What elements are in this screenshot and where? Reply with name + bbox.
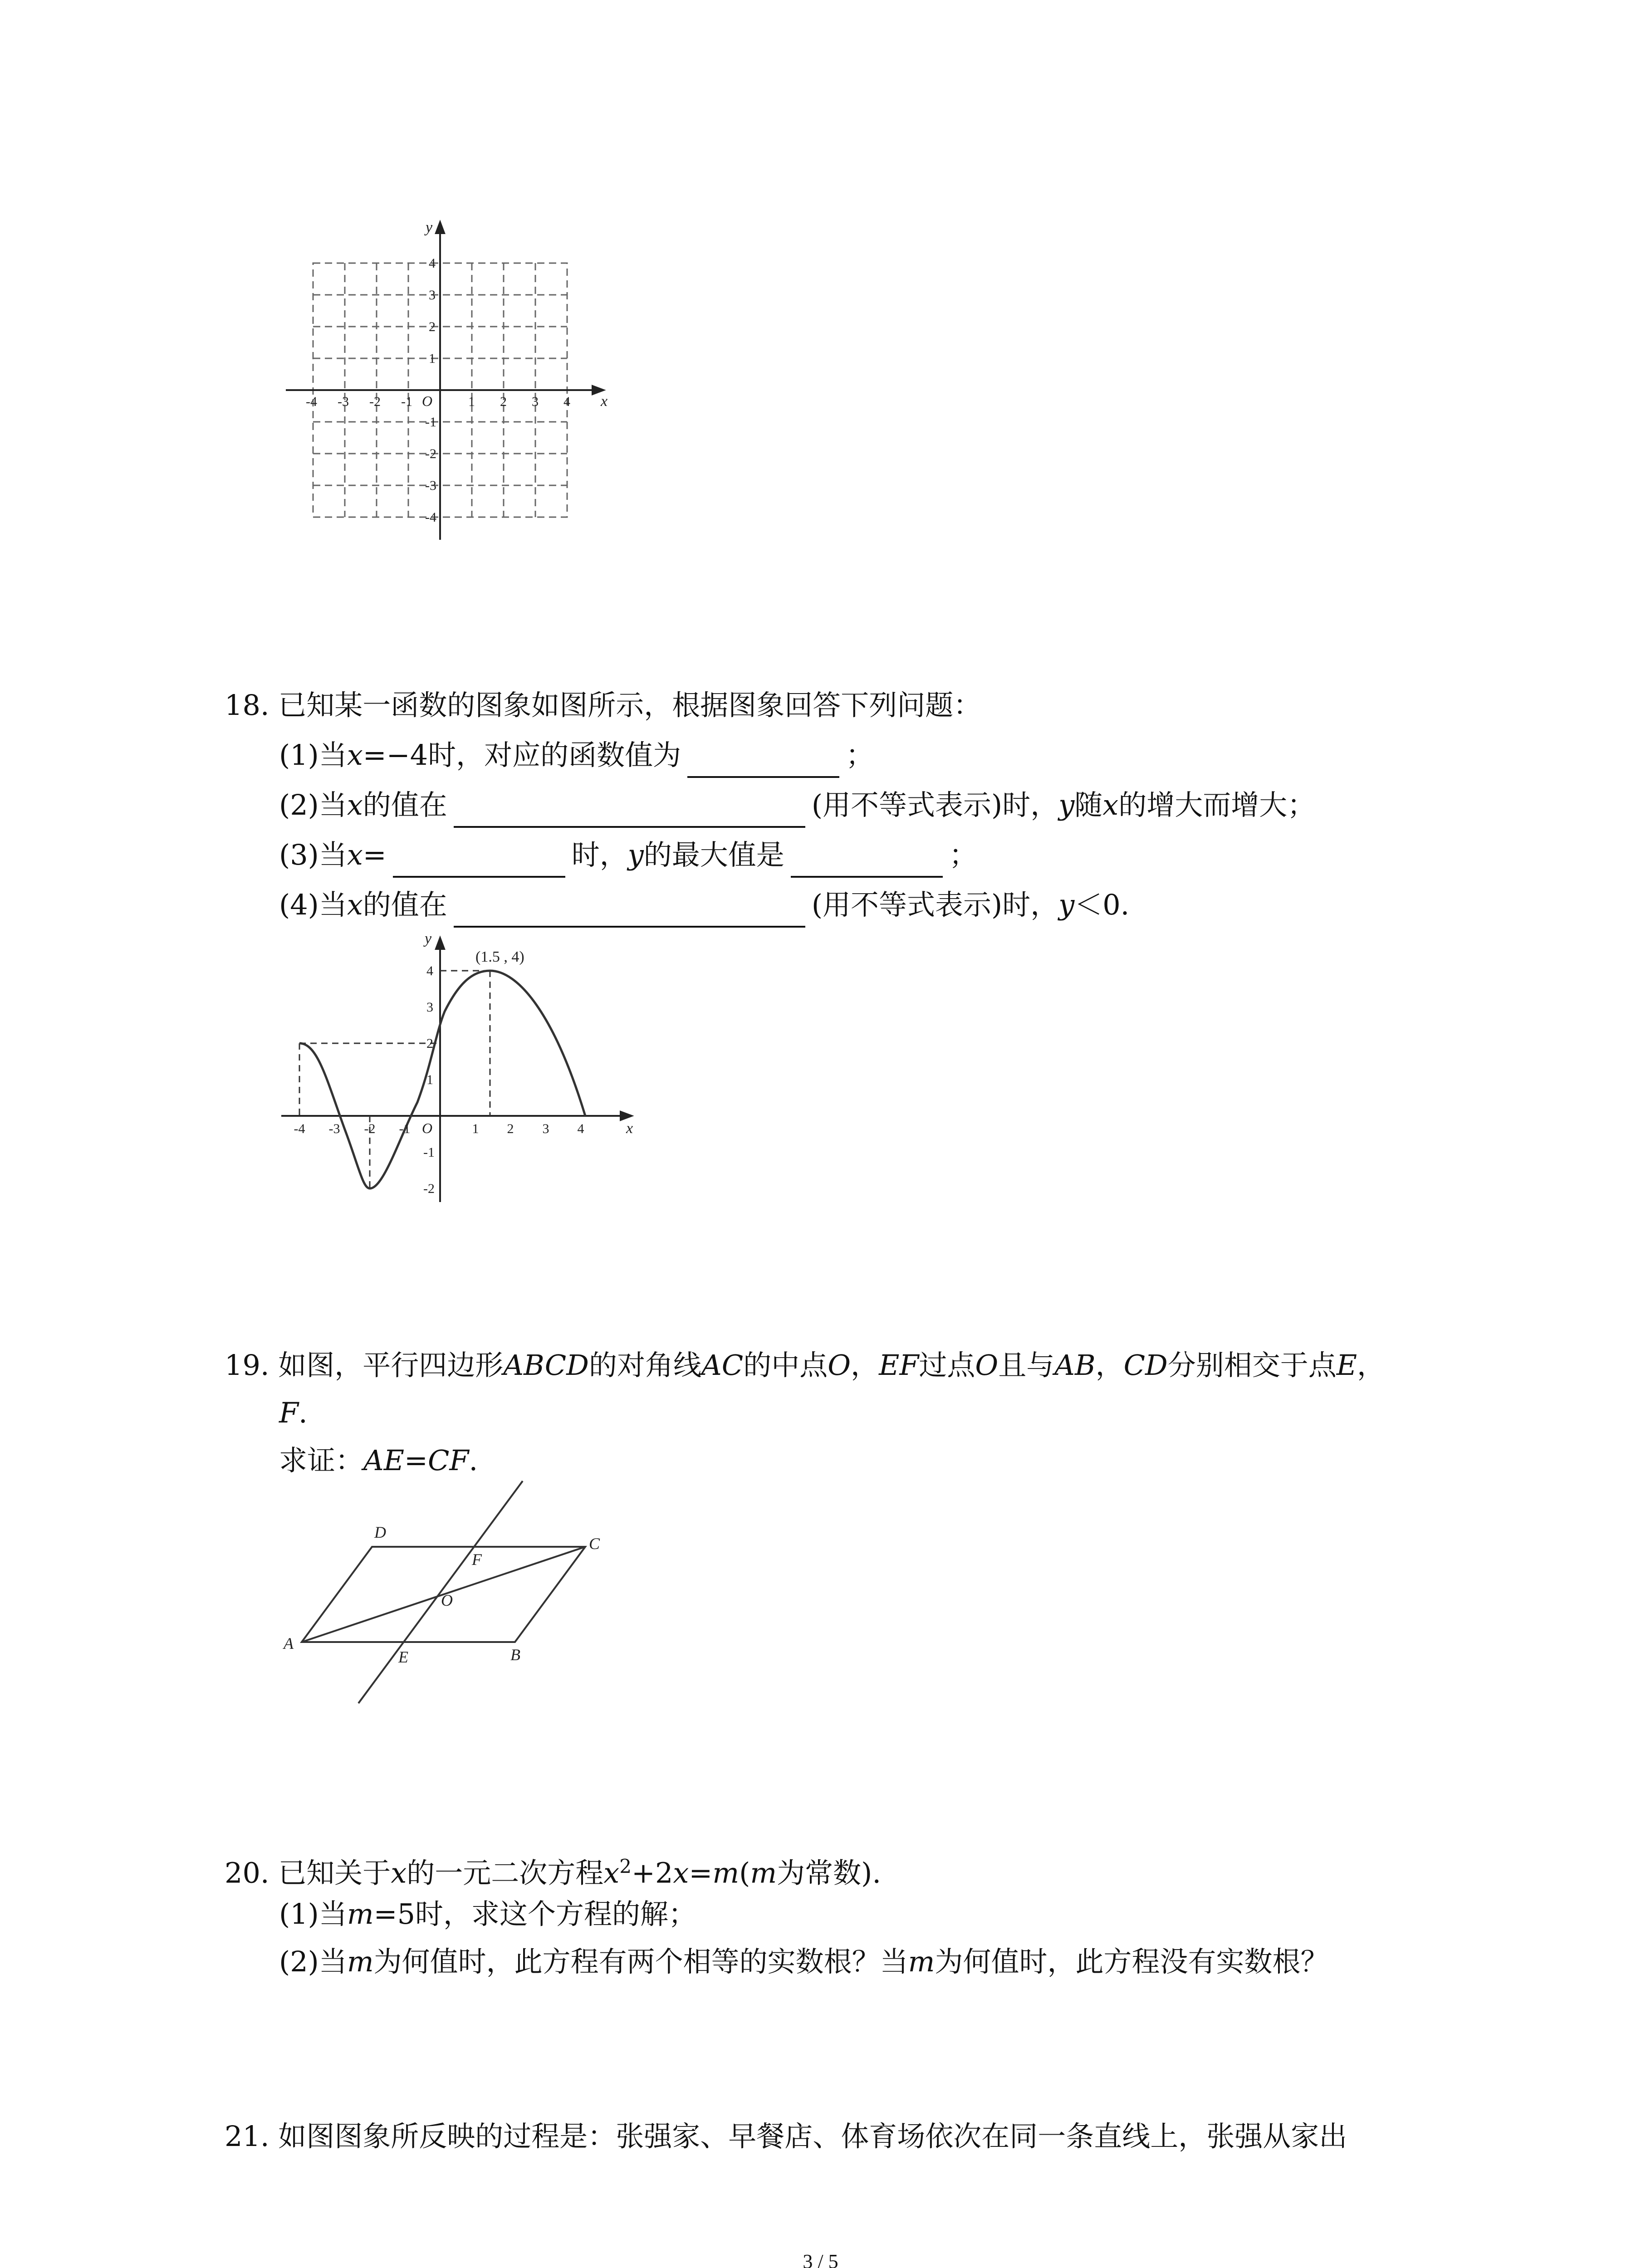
q20-part1: (1)当m=5时，求这个方程的解；: [279, 1897, 697, 1931]
x-tick: 2: [500, 394, 507, 409]
q21-stem: 21. 如图图象所反映的过程是：张强家、早餐店、体育场依次在同一条直线上，张强从家出: [225, 2120, 1347, 2153]
q19-line2: F.: [279, 1396, 308, 1429]
y-tick: -2: [425, 446, 436, 461]
y-axis-label: y: [425, 930, 432, 947]
y-tick: -4: [425, 510, 436, 525]
y-axis-label: y: [426, 219, 433, 236]
x-tick: 2: [507, 1121, 514, 1136]
x-tick: -1: [399, 1121, 411, 1136]
answer-blank-1[interactable]: [687, 744, 839, 778]
y-tick: -2: [423, 1181, 435, 1196]
q18-part3: (3)当x= 时，y的最大值是 ；: [279, 832, 977, 878]
point-e-label: E: [398, 1648, 408, 1666]
answer-blank-4[interactable]: [791, 844, 943, 878]
q20-part2: (2)当m为何值时，此方程有两个相等的实数根？当m为何值时，此方程没有实数根？: [279, 1945, 1329, 1978]
q19-line1: 19. 如图，平行四边形ABCD的对角线AC的中点O，EF过点O且与AB，CD分别相交于点E，: [225, 1349, 1386, 1382]
x-axis-label: x: [601, 393, 608, 410]
x-tick: -1: [401, 394, 412, 409]
q18-part1: (1)当x=−4时，对应的函数值为 ；: [279, 733, 874, 778]
y-tick: 2: [429, 319, 436, 334]
q20-stem: 20. 已知关于x的一元二次方程$x^2+2x=m(m$为常数).: [225, 1855, 882, 1890]
x-axis-label: x: [626, 1120, 633, 1137]
y-tick: -1: [423, 1145, 435, 1160]
x-tick: 3: [542, 1121, 549, 1136]
q18-part2: (2)当x的值在 (用不等式表示)时，y随x的增大而增大；: [279, 782, 1315, 828]
x-tick: 4: [563, 394, 570, 409]
point-o-label: O: [441, 1591, 453, 1609]
point-c-label: C: [589, 1535, 600, 1553]
point-f-label: F: [472, 1550, 482, 1569]
y-tick: 4: [426, 963, 433, 978]
y-tick: 3: [426, 1000, 433, 1015]
q19-prove: 求证：AE=CF.: [279, 1444, 478, 1477]
x-tick: -2: [364, 1121, 376, 1136]
x-tick: -3: [338, 394, 349, 409]
y-tick: 1: [429, 351, 436, 366]
x-tick: 3: [532, 394, 539, 409]
y-tick: -3: [425, 478, 436, 493]
y-tick: 4: [429, 256, 436, 271]
function-graph-figure: [272, 930, 644, 1220]
x-tick: 1: [468, 394, 475, 409]
y-tick: 1: [426, 1072, 433, 1087]
coordinate-grid-figure: [272, 213, 617, 558]
q18-part4: (4)当x的值在 (用不等式表示)时，y＜0.: [279, 882, 1129, 928]
function-curve: [299, 971, 585, 1188]
line-ef: [358, 1481, 523, 1703]
x-tick-labels: [294, 1121, 584, 1136]
q18-stem: 18. 已知某一函数的图象如图所示，根据图象回答下列问题：: [225, 689, 982, 722]
origin-label: O: [422, 393, 433, 409]
x-tick: 1: [472, 1121, 479, 1136]
x-tick-labels: [306, 394, 570, 409]
x-tick: 4: [577, 1121, 584, 1136]
point-a-label: A: [284, 1634, 294, 1652]
point-b-label: B: [510, 1646, 520, 1664]
x-tick: -4: [294, 1121, 305, 1136]
x-tick: -2: [369, 394, 381, 409]
y-tick: -1: [425, 415, 436, 430]
answer-blank-2[interactable]: [454, 794, 805, 828]
answer-blank-3[interactable]: [393, 844, 565, 878]
peak-point-label: (1.5 , 4): [475, 948, 524, 965]
x-tick: -3: [328, 1121, 340, 1136]
x-tick: -4: [306, 394, 317, 409]
y-tick: 3: [429, 288, 436, 303]
origin-label: O: [422, 1120, 433, 1136]
page-number: 3 / 5: [803, 2250, 838, 2268]
parallelogram-figure: [272, 1474, 617, 1719]
point-d-label: D: [374, 1523, 386, 1541]
y-tick: 2: [426, 1036, 433, 1051]
answer-blank-5[interactable]: [454, 894, 805, 928]
